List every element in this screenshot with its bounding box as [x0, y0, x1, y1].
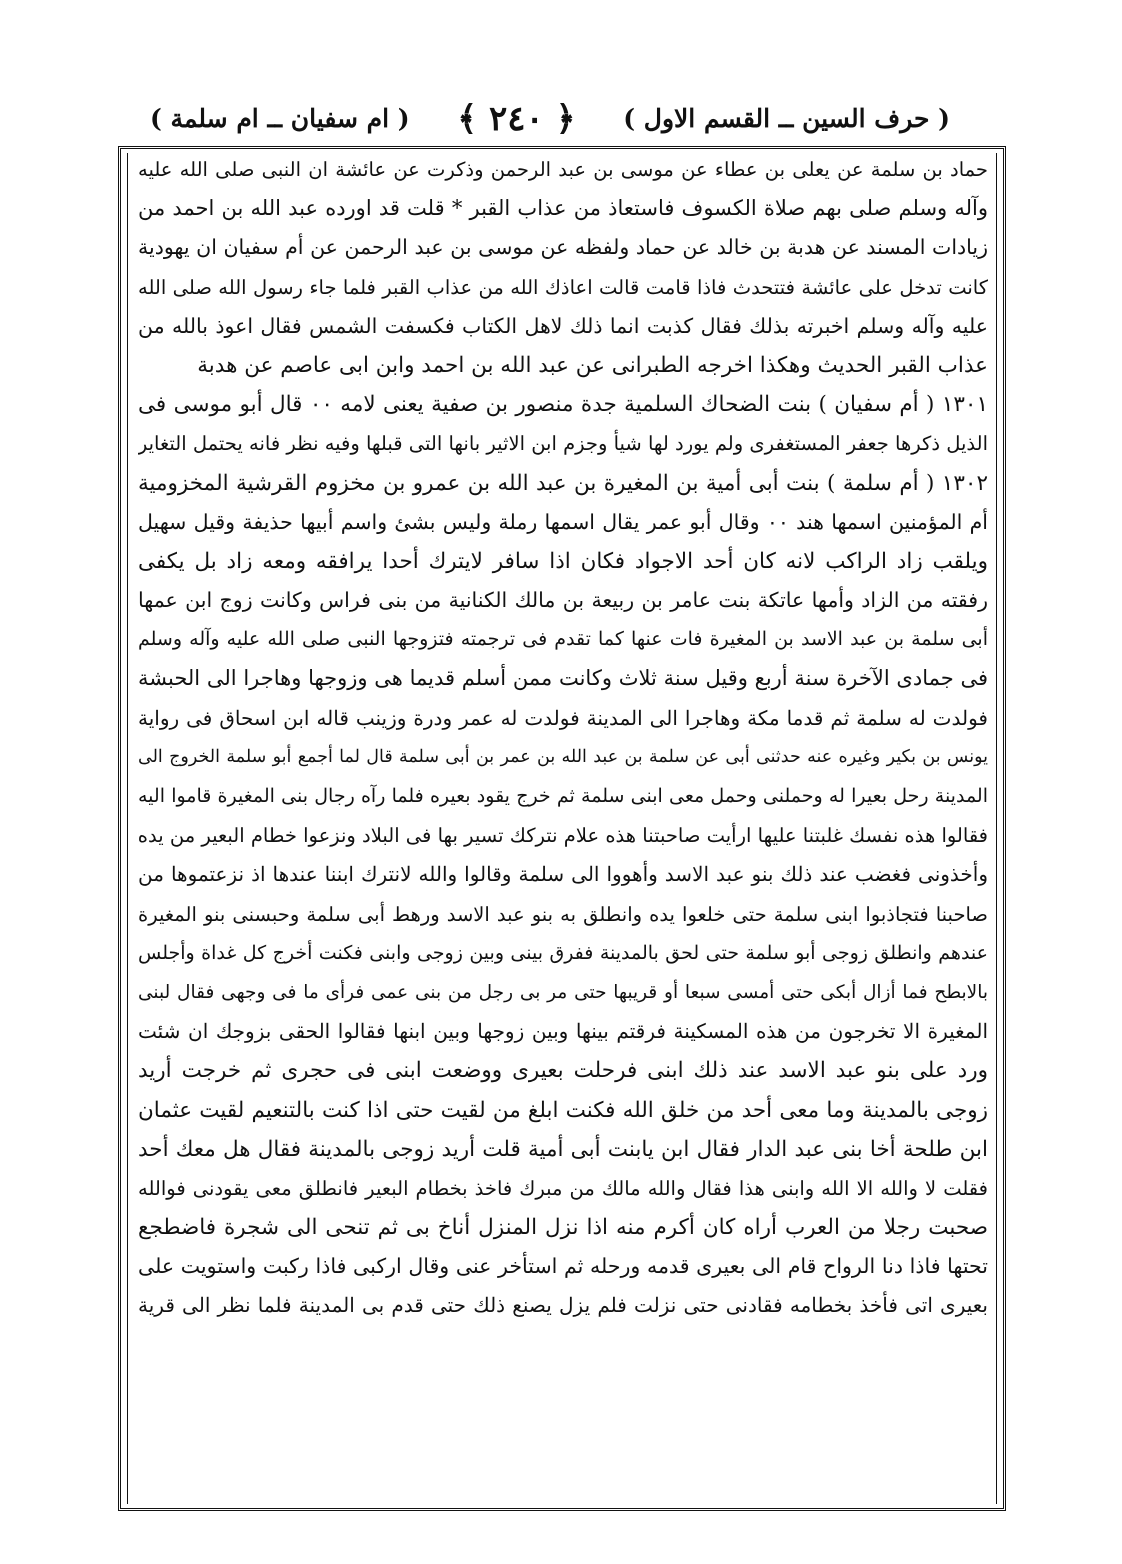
- body-line: أم المؤمنين اسمها هند ٠٠ وقال أبو عمر يقال اسمها رملة وليس بشئ واسم أبيها حذيفة وقيل سهيل: [138, 509, 988, 534]
- body-line: المغيرة الا تخرجون من هذه المسكينة فرقتم بينها وبين زوجها وبين ابنها فقالوا الحقى بزوجك ان شئت: [138, 1019, 988, 1044]
- body-line: وأخذونى فغضب عند ذلك بنو عبد الاسد وأهووا الى سلمة وقالوا والله لانترك ابننا عندها اذ نزعتموها من: [138, 862, 988, 887]
- entry-1302-heading-line: ١٣٠٢ ( أم سلمة ) بنت أبى أمية بن المغيرة بن عبد الله بن عمرو بن مخزوم القرشية المخزومية: [138, 470, 988, 496]
- body-line: زيادات المسند عن هدبة بن خالد عن حماد ولفظه عن موسى بن عبد الرحمن عن أم سفيان ان يهودية: [138, 235, 988, 260]
- body-line: يونس بن بكير وغيره عنه حدثنى أبى عن سلمة بن عبد الله بن عمر بن أبى سلمة قال لما أجمع أبو سلمة الخروج الى: [138, 746, 988, 767]
- body-line: عذاب القبر الحديث وهكذا اخرجه الطبرانى عن عبد الله بن احمد وابن ابى عاصم عن هدبة: [197, 352, 988, 378]
- body-line: ورد على بنو عبد الاسد عند ذلك ابنى فرحلت بعيرى ووضعت ابنى فى حجرى ثم خرجت أريد: [138, 1058, 988, 1084]
- body-line: فى جمادى الآخرة سنة أربع وقيل سنة ثلاث وكانت ممن أسلم قديما هى وزوجها وهاجرا الى الحبشة: [138, 666, 988, 691]
- header-entry-names: ( ام سفيان ــ ام سلمة ): [150, 103, 410, 133]
- body-line: صاحبنا فتجاذبوا ابنى سلمة حتى خلعوا يده وانطلق به بنو عبد الاسد ورهط أبى سلمة وحبسنى بنو المغيرة: [138, 902, 988, 926]
- body-line: فقلت لا والله الا الله وابنى هذا فقال والله مالك من مبرك فاخذ بخطام البعير فانطلق معى يقودنى فوالله: [138, 1176, 988, 1200]
- body-line: تحتها فاذا دنا الرواح قام الى بعيرى قدمه ورحله ثم استأخر عنى وقال اركبى فاذا ركبت واستويت على: [138, 1254, 988, 1279]
- body-line: أبى سلمة بن عبد الاسد بن المغيرة فات عنها كما تقدم فى ترجمته فتزوجها النبى صلى الله عليه وآله وسلم: [138, 628, 988, 651]
- body-line: كانت تدخل على عائشة فتتحدث فاذا قامت قالت اعاذك الله من عذاب القبر فلما جاء رسول الله صلى الله: [138, 275, 988, 299]
- body-text: [138, 150, 988, 1326]
- body-line: فقالوا هذه نفسك غلبتنا عليها ارأيت صاحبتنا هذه علام نتركك تسير بها فى البلاد ونزعوا خطام البعير من يده: [138, 824, 988, 848]
- body-line: حماد بن سلمة عن يعلى بن عطاء عن موسى بن عبد الرحمن وذكرت عن عائشة ان النبى صلى الله عليه: [138, 158, 988, 181]
- body-line: وآله وسلم صلى بهم صلاة الكسوف فاستعاذ من عذاب القبر * قلت قد اورده عبد الله بن احمد من: [138, 196, 988, 221]
- body-line: عليه وآله وسلم اخبرته بذلك فقال كذبت انما ذلك لاهل الكتاب فكسفت الشمس فقال اعوذ بالله من: [138, 313, 988, 338]
- running-header: [150, 88, 950, 148]
- body-line: ويلقب زاد الراكب لانه كان أحد الاجواد فكان اذا سافر لايترك أحدا يرافقه ومعه زاد بل يكفى: [138, 548, 988, 574]
- body-line: الذيل ذكرها جعفر المستغفرى ولم يورد لها شيأ وجزم ابن الاثير بانها التى قبلها وفيه نظر فانه يحتمل التغاير: [138, 432, 988, 456]
- body-line: بعيرى اتى فأخذ بخطامه فقادنى حتى نزلت فلم يزل يصنع ذلك حتى قدم بى المدينة فلما نظر الى قرية: [138, 1293, 988, 1318]
- entry-1301-heading-line: ١٣٠١ ( أم سفيان ) بنت الضحاك السلمية جدة منصور بن صفية يعنى لامه ٠٠ قال أبو موسى فى: [138, 392, 988, 418]
- body-line: عندهم وانطلق زوجى أبو سلمة حتى لحق بالمدينة ففرق بينى وبين زوجى وابنى فكنت أخرج كل غداة وأجلس: [138, 941, 988, 964]
- body-line: فولدت له سلمة ثم قدما مكة وهاجرا الى المدينة فولدت له عمر ودرة وزينب قاله ابن اسحاق فى رواية: [138, 705, 988, 730]
- body-line: صحبت رجلا من العرب أراه كان أكرم منه اذا نزل المنزل أناخ بى ثم تنحى الى شجرة فاضطجع: [138, 1215, 988, 1241]
- body-line: بالابطح فما أزال أبكى حتى أمسى سبعا أو قريبها حتى مر بى رجل من بنى عمى فرأى ما فى وجهى فقال لبنى: [138, 981, 988, 1003]
- page-number: ﴿ ٢٤٠ ﴾: [457, 98, 576, 139]
- header-section-title: ( حرف السين ــ القسم الاول ): [623, 103, 950, 133]
- body-line: ابن طلحة أخا بنى عبد الدار فقال ابن يابنت أبى أمية قلت أريد زوجى بالمدينة فقال هل معك أحد: [138, 1136, 988, 1162]
- body-line: رفقته من الزاد وأمها عاتكة بنت عامر بن ربيعة بن مالك الكنانية من بنى فراس وكانت زوج ابن عمها: [138, 588, 988, 613]
- body-line: زوجى بالمدينة وما معى أحد من خلق الله فكنت ابلغ من لقيت حتى اذا كنت بالتنعيم لقيت عثمان: [138, 1097, 988, 1123]
- body-line: المدينة رحل بعيرا له وحملنى وحمل معى ابنى سلمة ثم خرج يقود بعيره فلما رآه رجال بنى المغيرة قاموا اليه: [138, 785, 988, 807]
